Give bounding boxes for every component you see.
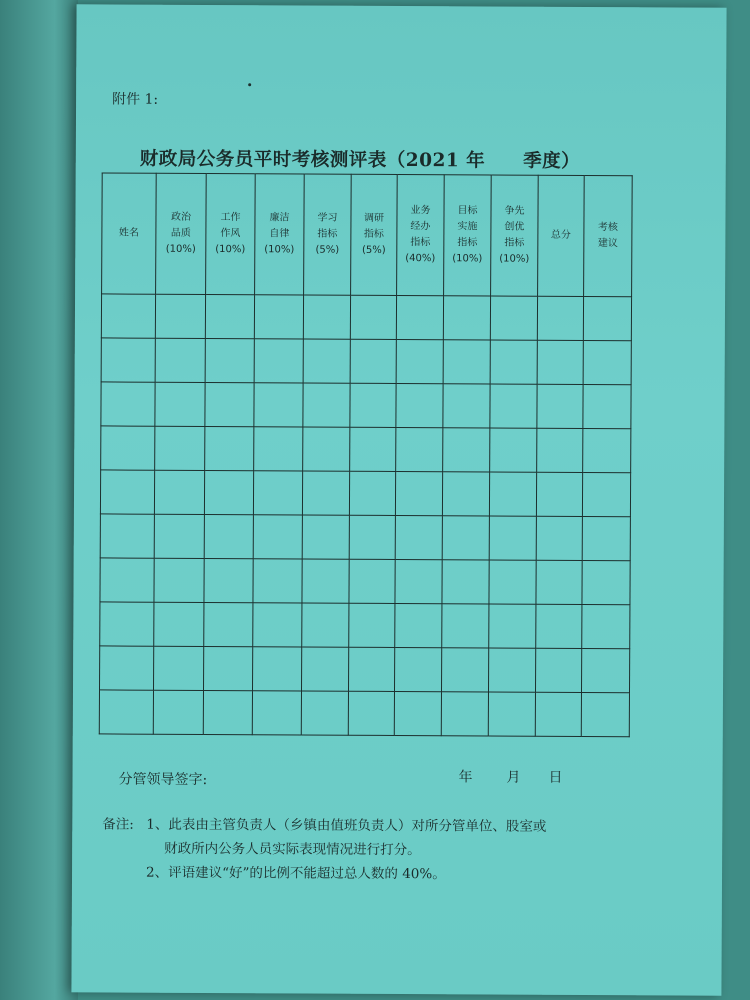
table-cell xyxy=(490,384,537,428)
column-header xyxy=(491,175,539,296)
table-cell xyxy=(253,515,302,559)
table-cell xyxy=(301,691,348,735)
table-cell xyxy=(302,559,349,603)
table-cell xyxy=(302,515,349,559)
table-cell xyxy=(155,338,205,382)
date-day-label: 日 xyxy=(548,769,563,786)
attachment-label: 附件 1: xyxy=(112,91,159,108)
table-cell xyxy=(537,428,583,472)
column-header-line: 经办 xyxy=(410,221,431,233)
table-cell xyxy=(348,647,394,691)
table-cell xyxy=(582,560,630,604)
evaluation-table xyxy=(99,172,633,737)
table-cell xyxy=(303,383,350,427)
table-cell xyxy=(204,514,253,558)
column-header xyxy=(584,175,633,296)
table-cell xyxy=(535,648,581,692)
table-cell xyxy=(536,472,582,516)
table-cell xyxy=(154,470,204,514)
table-cell xyxy=(537,384,583,428)
table-cell xyxy=(155,382,205,426)
column-header-line: 指标 xyxy=(317,228,338,240)
table-cell xyxy=(350,339,396,383)
table-row xyxy=(101,426,631,473)
evaluation-form-sheet xyxy=(71,4,726,995)
table-cell xyxy=(582,604,630,648)
column-header xyxy=(206,173,256,294)
ink-dot xyxy=(248,83,251,86)
table-cell xyxy=(205,382,254,426)
table-cell xyxy=(154,558,204,602)
table-cell xyxy=(581,692,629,736)
column-header-line: 调研 xyxy=(363,212,385,224)
column-header-line: 自律 xyxy=(269,228,290,240)
column-header xyxy=(255,174,305,295)
column-header xyxy=(538,175,585,296)
column-header xyxy=(102,173,157,294)
table-cell xyxy=(101,426,155,470)
underlying-page-edge xyxy=(0,0,78,1000)
column-header-line: 总分 xyxy=(550,229,571,241)
note-item-2: 2、评语建议“好”的比例不能超过总人数的 40%。 xyxy=(146,864,446,883)
table-cell xyxy=(99,690,153,734)
column-header-line: 学习 xyxy=(317,212,338,224)
column-header xyxy=(304,174,352,295)
table-row xyxy=(100,558,630,605)
table-cell xyxy=(350,383,396,427)
table-cell xyxy=(349,603,395,647)
note-item-1-line-1: 1、此表由主管负责人（乡镇由值班负责人）对所分管单位、股室或 xyxy=(146,816,547,835)
column-header-line: (5%) xyxy=(315,244,340,256)
table-cell xyxy=(350,427,396,471)
column-header xyxy=(444,175,492,296)
table-row xyxy=(100,514,630,561)
column-header-line: (5%) xyxy=(361,244,386,256)
supervisor-signature-label: 分管领导签字: xyxy=(118,771,208,788)
table-cell xyxy=(535,692,581,736)
table-row xyxy=(100,602,630,649)
table-header-row xyxy=(102,173,633,297)
column-header-line: 指标 xyxy=(504,237,525,249)
table-cell xyxy=(582,516,630,560)
column-header-line: (40%) xyxy=(405,253,436,265)
table-cell xyxy=(395,559,442,603)
column-header-line: 建议 xyxy=(597,238,618,250)
table-cell xyxy=(155,426,205,470)
table-cell xyxy=(581,648,629,692)
table-cell xyxy=(536,604,582,648)
table-cell xyxy=(348,691,394,735)
table-cell xyxy=(100,602,154,646)
table-cell xyxy=(154,646,204,690)
table-cell xyxy=(394,647,441,691)
table-cell xyxy=(154,514,204,558)
table-cell xyxy=(253,603,302,647)
table-body xyxy=(99,294,631,737)
table-cell xyxy=(443,428,490,472)
column-header-line: 争先 xyxy=(504,205,525,217)
table-cell xyxy=(101,294,155,338)
table-cell xyxy=(442,472,489,516)
column-header-line: 指标 xyxy=(410,237,431,249)
column-header-line: (10%) xyxy=(264,244,295,256)
table-cell xyxy=(488,648,535,692)
table-cell xyxy=(153,690,203,734)
table-row xyxy=(100,646,630,693)
form-title: 财政局公务员平时考核测评表（2021 年 季度） xyxy=(139,148,581,172)
table-row xyxy=(101,294,631,341)
table-row xyxy=(101,382,631,429)
table-cell xyxy=(253,559,302,603)
table-cell xyxy=(396,383,443,427)
table-cell xyxy=(303,295,350,339)
table-cell xyxy=(203,690,252,734)
table-cell xyxy=(254,427,303,471)
table-cell xyxy=(303,427,350,471)
table-cell xyxy=(350,295,396,339)
column-header-line: 考核 xyxy=(597,222,618,234)
table-cell xyxy=(442,560,489,604)
table-cell xyxy=(583,340,631,384)
table-cell xyxy=(443,384,490,428)
table-cell xyxy=(490,428,537,472)
table-cell xyxy=(489,472,536,516)
table-cell xyxy=(204,470,253,514)
table-cell xyxy=(536,516,582,560)
table-cell xyxy=(154,602,204,646)
table-cell xyxy=(254,295,303,339)
column-header-line: 政治 xyxy=(170,211,192,223)
table-cell xyxy=(100,558,154,602)
column-header-line: 指标 xyxy=(457,237,478,249)
column-header-line: (10%) xyxy=(499,253,530,265)
column-header-line: (10%) xyxy=(452,253,483,265)
table-cell xyxy=(203,646,252,690)
table-cell xyxy=(441,692,488,736)
table-cell xyxy=(582,472,630,516)
table-cell xyxy=(395,471,442,515)
table-cell xyxy=(395,515,442,559)
column-header-line: 姓名 xyxy=(118,227,139,239)
table-row xyxy=(101,338,631,385)
column-header-line: 工作 xyxy=(220,212,241,224)
table-cell xyxy=(204,602,253,646)
column-header xyxy=(351,174,398,295)
table-row xyxy=(100,470,630,517)
table-cell xyxy=(489,604,536,648)
table-cell xyxy=(302,471,349,515)
table-cell xyxy=(101,338,155,382)
column-header-line: 创优 xyxy=(504,221,525,233)
table-cell xyxy=(489,516,536,560)
table-cell xyxy=(443,340,490,384)
table-cell xyxy=(100,514,154,558)
table-cell xyxy=(100,470,154,514)
table-cell xyxy=(301,647,348,691)
table-cell xyxy=(583,428,631,472)
table-cell xyxy=(443,296,490,340)
table-cell xyxy=(488,692,535,736)
table-cell xyxy=(252,691,301,735)
table-cell xyxy=(394,691,441,735)
table-cell xyxy=(254,339,303,383)
table-cell xyxy=(489,560,536,604)
table-cell xyxy=(349,559,395,603)
column-header-line: 实施 xyxy=(457,221,478,233)
table-cell xyxy=(254,383,303,427)
column-header-line: 业务 xyxy=(410,205,431,217)
table-cell xyxy=(490,340,537,384)
table-cell xyxy=(395,603,442,647)
table-cell xyxy=(349,471,395,515)
table-cell xyxy=(302,603,349,647)
date-year-label: 年 xyxy=(458,769,473,786)
table-cell xyxy=(442,516,489,560)
table-cell xyxy=(303,339,350,383)
column-header-line: 廉洁 xyxy=(269,212,290,224)
table-cell xyxy=(396,295,443,339)
table-cell xyxy=(100,646,154,690)
table-cell xyxy=(205,294,254,338)
table-cell xyxy=(396,427,443,471)
table-cell xyxy=(349,515,395,559)
column-header xyxy=(156,173,207,294)
table-cell xyxy=(441,648,488,692)
table-cell xyxy=(252,647,301,691)
table-cell xyxy=(155,294,205,338)
note-item-1-line-2: 财政所内公务人员实际表现情况进行打分。 xyxy=(164,840,421,859)
table-cell xyxy=(442,604,489,648)
table-cell xyxy=(205,338,254,382)
notes-label: 备注: xyxy=(102,816,134,833)
column-header-line: 作风 xyxy=(220,228,241,240)
table-cell xyxy=(101,382,155,426)
date-month-label: 月 xyxy=(506,769,521,786)
table-cell xyxy=(396,339,443,383)
table-cell xyxy=(536,560,582,604)
table-cell xyxy=(205,426,254,470)
column-header-line: (10%) xyxy=(165,243,196,255)
column-header xyxy=(397,174,445,295)
table-cell xyxy=(253,471,302,515)
table-cell xyxy=(204,558,253,602)
column-header-line: (10%) xyxy=(215,244,246,256)
column-header-line: 品质 xyxy=(170,227,191,239)
column-header-line: 指标 xyxy=(363,228,384,240)
table-cell xyxy=(490,296,537,340)
table-cell xyxy=(583,384,631,428)
table-cell xyxy=(583,296,631,340)
table-row xyxy=(99,690,629,737)
table-cell xyxy=(537,340,583,384)
table-cell xyxy=(537,296,583,340)
column-header-line: 目标 xyxy=(457,205,478,217)
